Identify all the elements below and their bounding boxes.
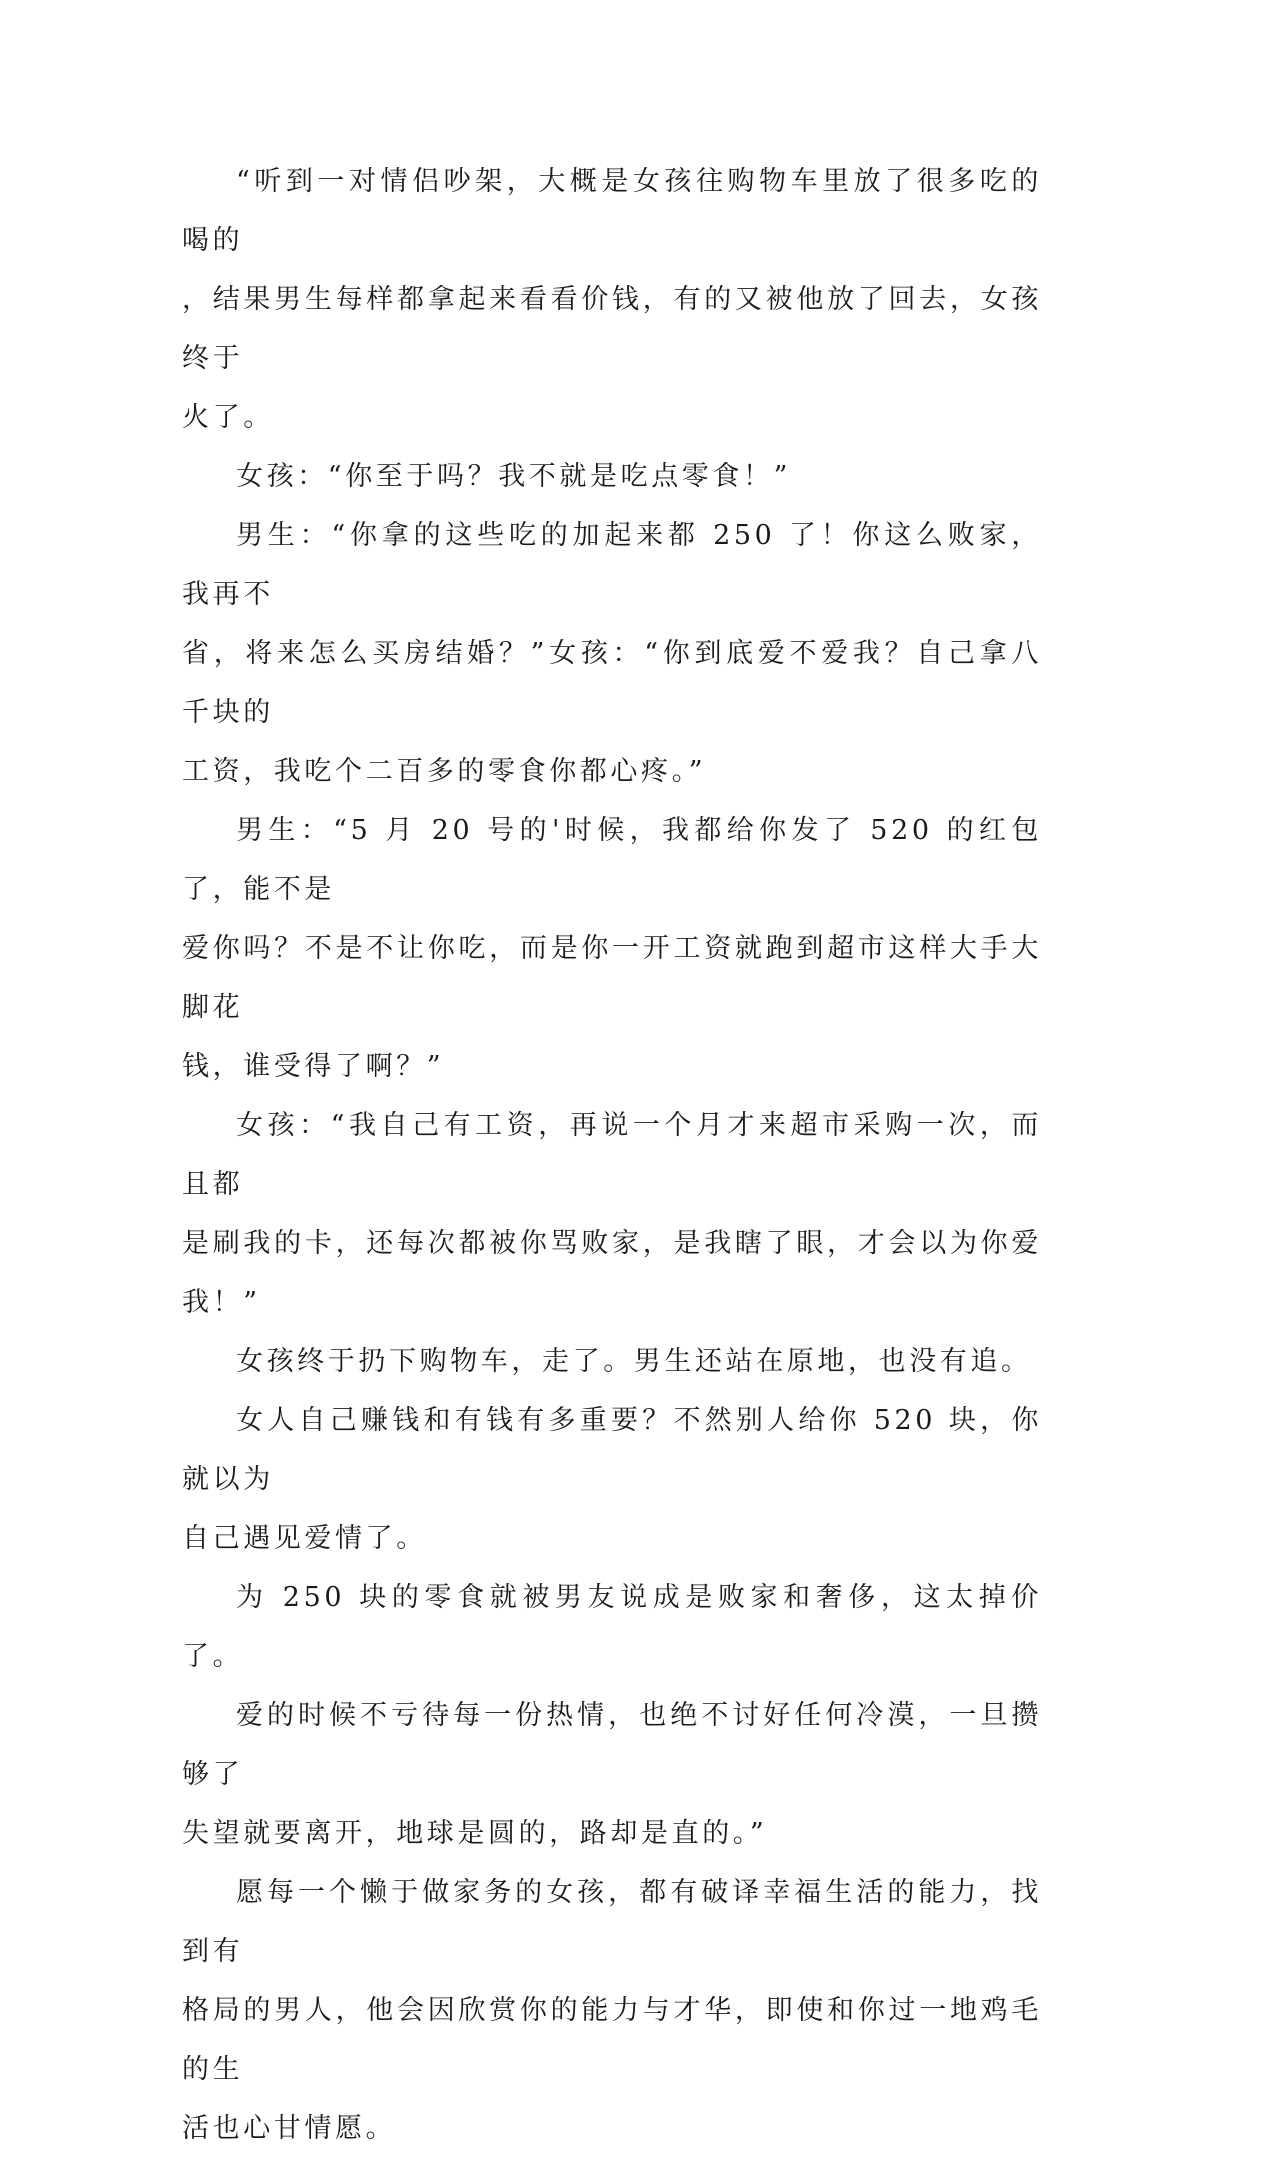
paragraph-3: 男生：“你拿的这些吃的加起来都 250 了！你这么败家，我再不 省，将来怎么买房结婚？”女孩：“你到底爱不爱我？自己拿八千块的 工资，我吃个二百多的零食你都心疼。”	[182, 520, 1042, 787]
paragraph-9: 爱的时候不亏待每一份热情，也绝不讨好任何冷漠，一旦攒够了 失望就要离开，地球是圆的，路却是直的。”	[182, 1700, 1042, 1849]
paragraph-2: 女孩：“你至于吗？我不就是吃点零食！”	[236, 461, 792, 492]
paragraph-8: 为 250 块的零食就被男友说成是败家和奢侈，这太掉价了。	[182, 1582, 1042, 1672]
paragraph-5: 女孩：“我自己有工资，再说一个月才来超市采购一次，而且都 是刷我的卡，还每次都被你骂败家，是我瞎了眼，才会以为你爱我！”	[182, 1110, 1042, 1318]
paragraph-1: “听到一对情侣吵架，大概是女孩往购物车里放了很多吃的喝的 ，结果男生每样都拿起来看看价钱，有的又被他放了回去，女孩终于 火了。	[182, 166, 1042, 433]
paragraph-7: 女人自己赚钱和有钱有多重要？不然别人给你 520 块，你就以为 自己遇见爱情了。	[182, 1405, 1042, 1554]
paragraph-6: 女孩终于扔下购物车，走了。男生还站在原地，也没有追。	[236, 1346, 1032, 1377]
paragraph-10: 愿每一个懒于做家务的女孩，都有破译幸福生活的能力，找到有 格局的男人，他会因欣赏你的能力与才华，即使和你过一地鸡毛的生 活也心甘情愿。	[182, 1877, 1042, 2144]
paragraph-4: 男生：“5 月 20 号的'时候，我都给你发了 520 的红包了，能不是 爱你吗？不是不让你吃，而是你一开工资就跑到超市这样大手大脚花 钱，谁受得了啊？”	[182, 815, 1042, 1082]
document-body	[182, 152, 1042, 2158]
